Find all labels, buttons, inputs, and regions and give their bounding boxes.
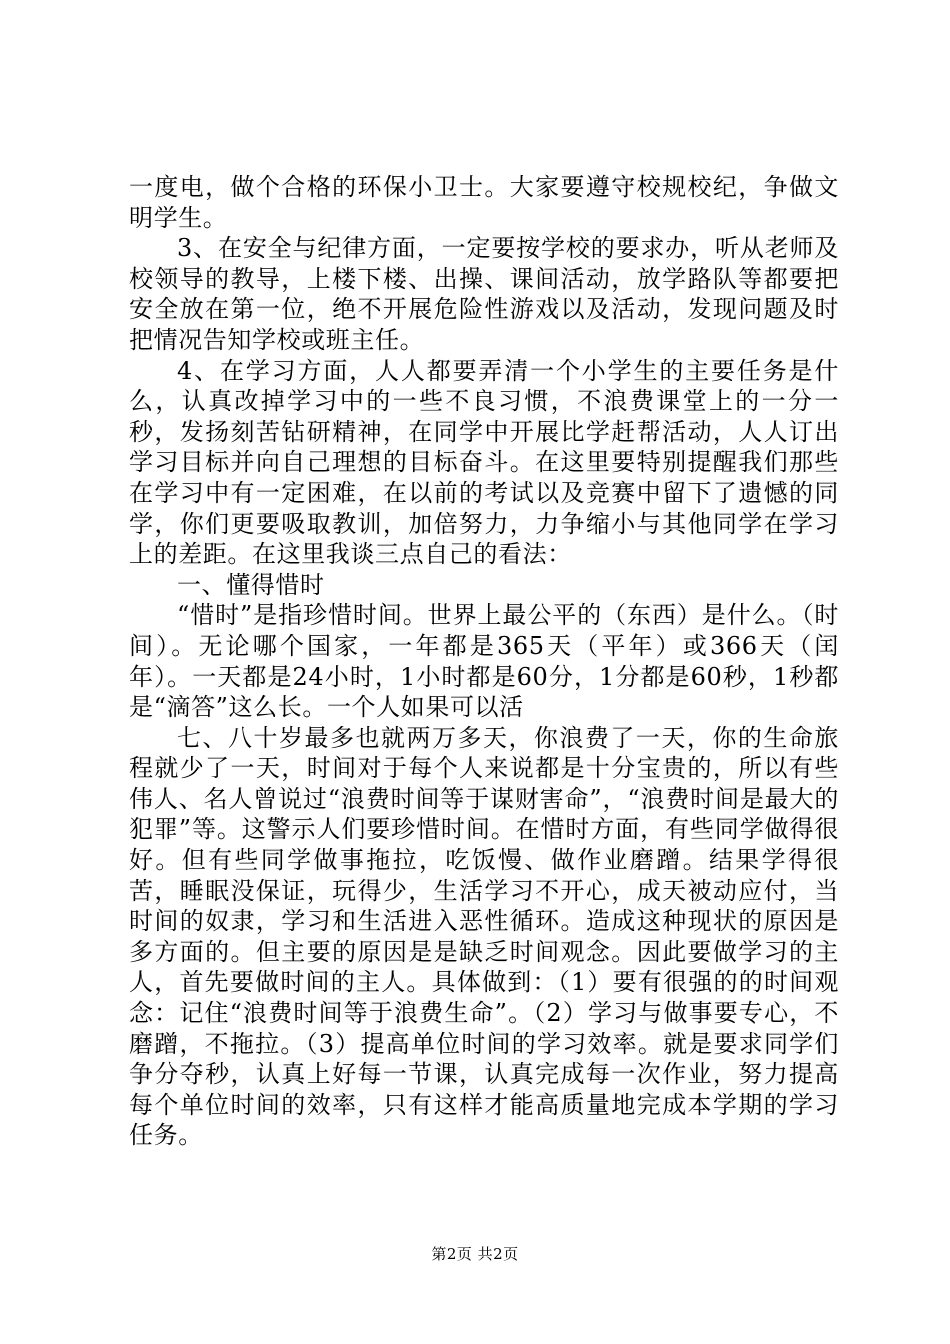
paragraph-3: 4、在学习方面，人人都要弄清一个小学生的主要任务是什么，认真改掉学习中的一些不良习惯，不浪费课堂上的一分一秒，发扬刻苦钻研精神，在同学中开展比学赶帮活动，人人订出学习目标并向自己理想的目标奋斗。在这里要特别提醒我们那些在学习中有一定困难，在以前的考试以及竞赛中留下了遗憾的同学，你们更要吸取教训，加倍努力，力争缩小与其他同学在学习上的差距。在这里我谈三点自己的看法： <box>129 356 839 569</box>
section-heading-1: 一、懂得惜时 <box>177 570 325 599</box>
paragraph-5: 七、八十岁最多也就两万多天，你浪费了一天，你的生命旅程就少了一天，时间对于每个人来说都是十分宝贵的，所以有些伟人、名人曾说过“浪费时间等于谋财害命”，“浪费时间是最大的犯罪”等。这警示人们要珍惜时间。在惜时方面，有些同学做得很好。但有些同学做事拖拉，吃饭慢、做作业磨蹭。结果学得很苦，睡眠没保证，玩得少，生活学习不开心，成天被动应付，当时间的奴隶，学习和生活进入恶性循环。造成这种现状的原因是多方面的。但主要的原因是是缺乏时间观念。因此要做学习的主人，首先要做时间的主人。具体做到：（1）要有很强的的时间观念：记住“浪费时间等于浪费生命”。（2）学习与做事要专心，不磨蹭，不拖拉。（3）提高单位时间的学习效率。就是要求同学们争分夺秒，认真上好每一节课，认真完成每一次作业，努力提高每个单位时间的效率，只有这样才能高质量地完成本学期的学习任务。 <box>129 723 839 1150</box>
paragraph-2: 3、在安全与纪律方面，一定要按学校的要求办，听从老师及校领导的教导，上楼下楼、出操、课间活动，放学路队等都要把安全放在第一位，绝不开展危险性游戏以及活动，发现问题及时把情况告知学校或班主任。 <box>129 234 839 354</box>
document-body <box>129 172 839 1151</box>
paragraph-4: “惜时”是指珍惜时间。世界上最公平的（东西）是什么。（时间）。无论哪个国家，一年都是365天（平年）或366天（闰年）。一天都是24小时，1小时都是60分，1分都是60秒，1秒都是“滴答”这么长。一个人如果可以活 <box>129 601 839 722</box>
paragraph-1: 一度电，做个合格的环保小卫士。大家要遵守校规校纪，争做文明学生。 <box>129 173 839 232</box>
page-footer: 第2页 共2页 <box>431 1245 519 1263</box>
